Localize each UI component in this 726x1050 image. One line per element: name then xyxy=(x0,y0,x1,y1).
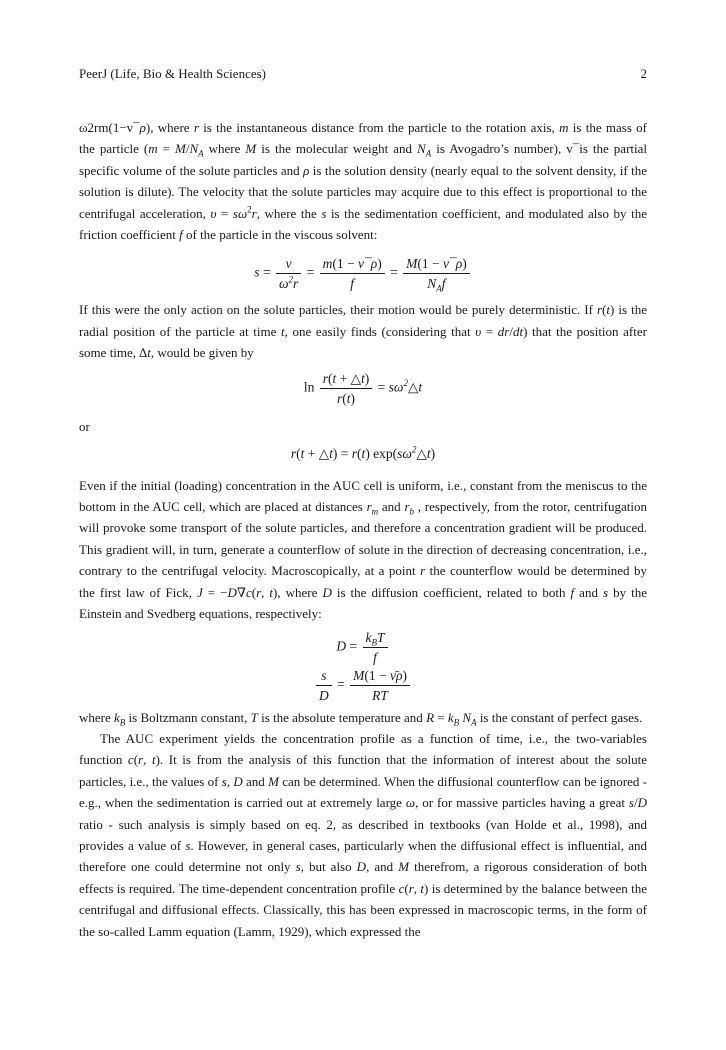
equation-exp-position: r(t + △t) = r(t) $\exp(s\omega^2\triangle t)$ xyxy=(290,444,436,461)
paragraph-2: If this were the only action on the solute particles, their motion would be purely deterministic. If r(t) is the radial position of the particle at time t, one easily finds (considering that υ = dr/dt) that the position after some time, ∆t, would be given by xyxy=(79,302,648,361)
page-number: 2 xyxy=(640,66,647,81)
equation-sedimentation-coefficient: s = $\frac{\nu}{\omega^2r}$ = $\frac{m(1 - \nu¯\rho)}{f}$ = $\frac{M(1 - \nu¯\rho)}{N_Af}$ xyxy=(79,255,647,295)
main-text xyxy=(79,117,647,942)
paragraph-3: Even if the initial (loading) concentration in the AUC cell is uniform, i.e., constant from the meniscus to the bottom in the AUC cell, which are placed at distances $r_m$ and $r_b$ , respectively, from the rotor, centrifugation will provoke some transport of the solute particles, and therefore a concentration gradient will be produced. This gradient will, in turn, generate a counterflow of solute in the direction of decreasing concentration, i.e., contrary to the centrifugal velocity. Macroscopically, at a point r the counterflow would be determined by the first law of Fick, J = −D∇c(r, t), where D is the diffusion coefficient, related to both f and s by the Einstein and Svedberg equations, respectively: xyxy=(79,477,647,622)
connector-or: or xyxy=(79,418,90,434)
paragraph-5: The AUC experiment yields the concentration profile as a function of time, i.e., the two-variables function c(r, t). It is from the analysis of this function that the information of interest about the solute particles, i.e., the values of s, D and M can be determined. When the diffusional counterflow can be ignored - e.g., when the sedimentation is carried out at extremely large ω, or for massive particles having a great s/D ratio - such analysis is simply based on eq. 2, as described in textbooks (van Holde et al., 1998), and provides a value of s. However, in general cases, particularly when the diffusional effect is influential, and therefore one could determine not only s, but also D, and M therefrom, a rigorous consideration of both effects is required. The time-dependent concentration profile c(r, t) is determined by the balance between the centrifugal and diffusional effects. Classically, this has been expressed in macroscopic terms, in the form of the so-called Lamm equation (Lamm, 1929), which expressed the xyxy=(79,730,647,939)
journal-name: PeerJ (Life, Bio & Health Sciences) xyxy=(79,66,266,81)
paragraph-4: where $k_B$ is Boltzmann constant, T is the absolute temperature and $R = k_B$ $N_A$ is the constant of perfect gases. xyxy=(79,709,643,728)
equation-einstein: D = $\frac{k_BT}{f}$ xyxy=(79,629,647,667)
equation-log-position: ln $\frac{r(t + \triangle t)}{r(t)}$ = $s\omega^2\triangle t$ xyxy=(303,370,423,406)
paragraph-1: ω2rm(1−v¯ρ), where r is the instantaneous distance from the particle to the rotation axis, m is the mass of the particle ($m = M/N_A$ where M is the molecular weight and $N_A$ is Avogadro’s number), v¯is the partial specific volume of the solute particles and ρ is the solution density (nearly equal to the solvent density, if the solution is dilute). The velocity that the solute particles may acquire due to this effect is proportional to the centrifugal acceleration, $\upsilon = s\omega^2r$, where the s is the sedimentation coefficient, and modulated also by the friction coefficient f of the particle in the viscous solvent: xyxy=(79,120,648,243)
equation-svedberg: $\frac{s}{D}$ = $\frac{M(1 - \nū\rho)}{RT}$ xyxy=(79,667,647,705)
